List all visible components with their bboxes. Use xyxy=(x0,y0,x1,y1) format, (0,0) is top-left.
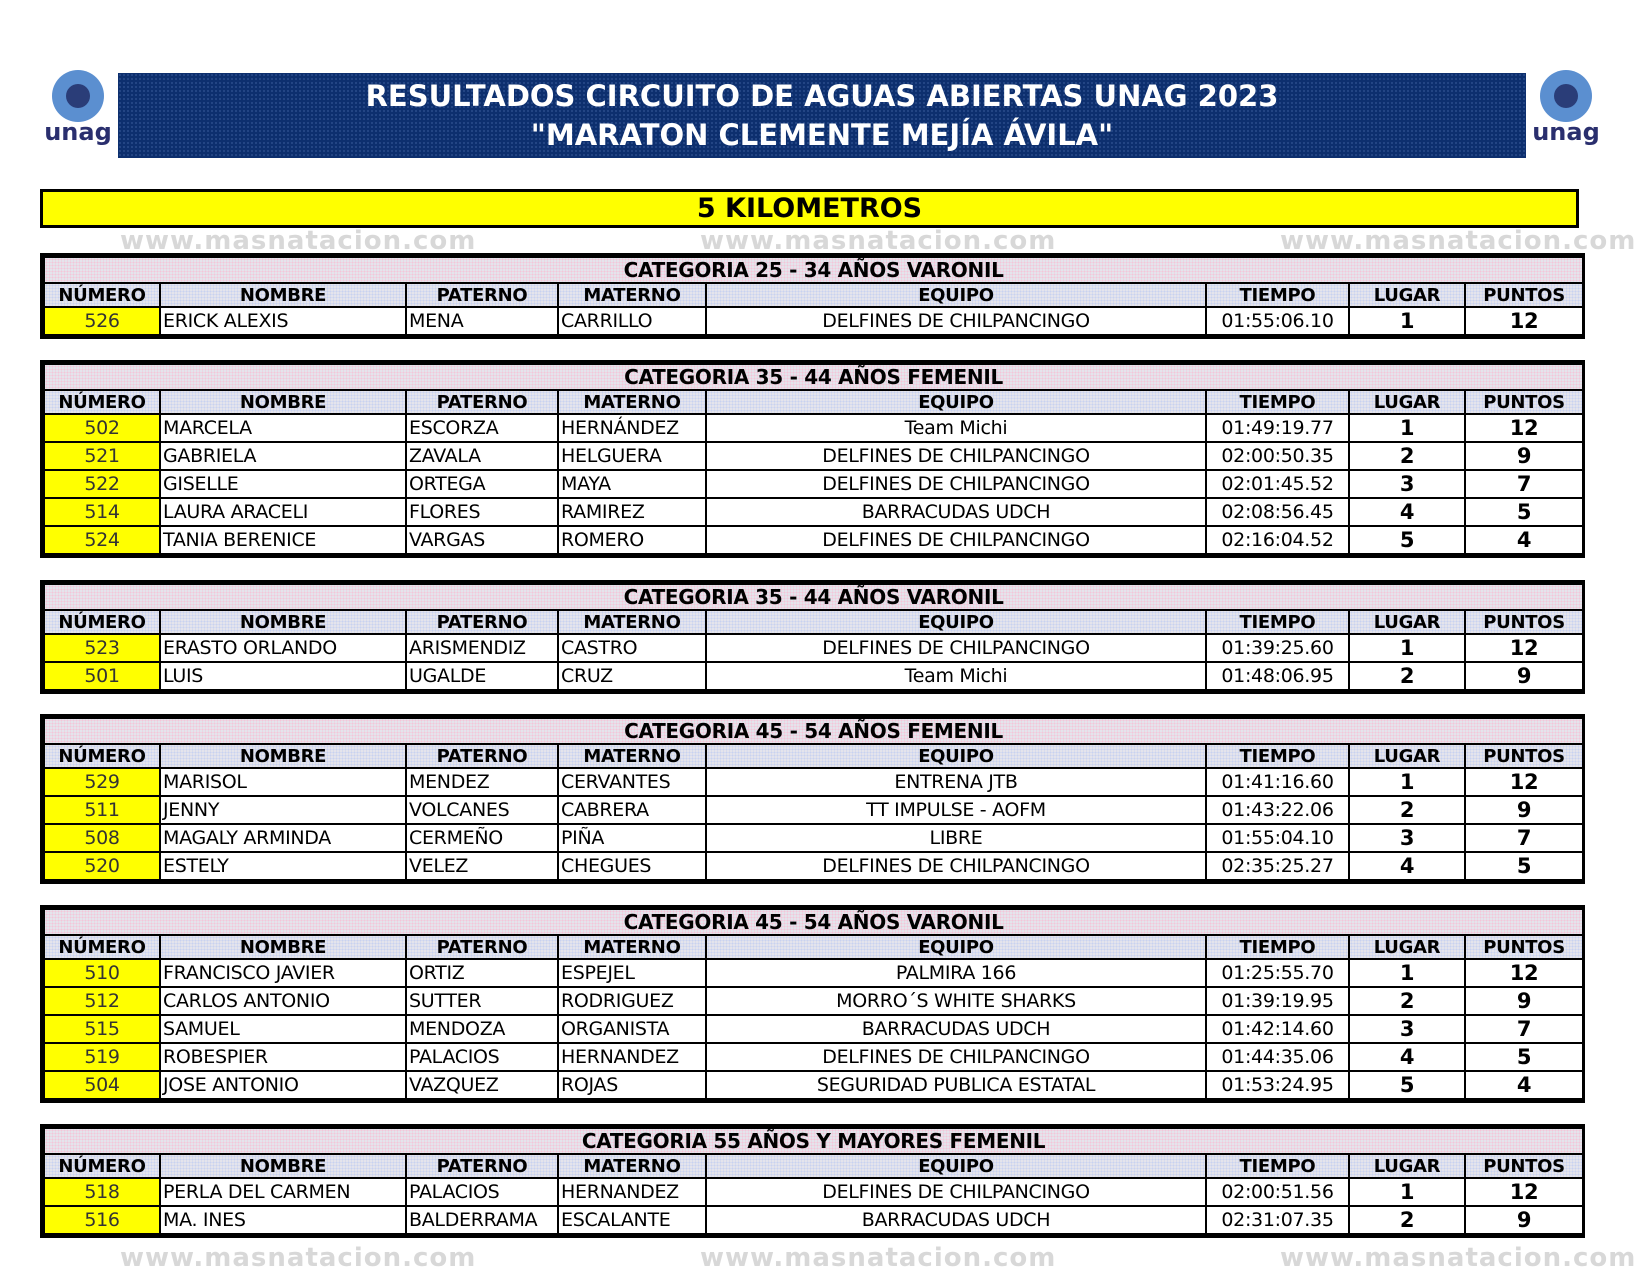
cell-materno: CABRERA xyxy=(558,796,706,824)
column-header-nombre: NOMBRE xyxy=(160,935,406,959)
title-line-2: "MARATON CLEMENTE MEJÍA ÁVILA" xyxy=(530,118,1114,152)
table-row xyxy=(44,987,1583,1015)
watermark: www.masnatacion.com xyxy=(700,1243,1057,1273)
svg-text:unag: unag xyxy=(44,118,112,146)
cell-paterno: ORTIZ xyxy=(406,959,558,987)
table-row xyxy=(44,1043,1583,1071)
watermark: www.masnatacion.com xyxy=(120,226,477,256)
cell-paterno: MENA xyxy=(406,307,558,335)
table-row xyxy=(44,442,1583,470)
cell-materno: CRUZ xyxy=(558,662,706,690)
cell-nombre: CARLOS ANTONIO xyxy=(160,987,406,1015)
column-header-nombre: NOMBRE xyxy=(160,610,406,634)
cell-tiempo: 02:00:50.35 xyxy=(1206,442,1349,470)
table-row xyxy=(44,526,1583,554)
cell-paterno: ARISMENDIZ xyxy=(406,634,558,662)
cell-paterno: PALACIOS xyxy=(406,1178,558,1206)
column-header-paterno: PATERNO xyxy=(406,283,558,307)
column-header-equipo: EQUIPO xyxy=(706,1154,1206,1178)
table-row xyxy=(44,662,1583,690)
column-header-puntos: PUNTOS xyxy=(1465,283,1583,307)
column-header-paterno: PATERNO xyxy=(406,390,558,414)
cell-lugar: 2 xyxy=(1349,987,1465,1015)
column-header-row xyxy=(44,390,1583,414)
category-table xyxy=(40,714,1585,884)
category-title-row xyxy=(44,718,1583,744)
cell-nombre: LUIS xyxy=(160,662,406,690)
cell-nombre: LAURA ARACELI xyxy=(160,498,406,526)
cell-puntos: 12 xyxy=(1465,307,1583,335)
cell-puntos: 12 xyxy=(1465,634,1583,662)
cell-numero: 511 xyxy=(44,796,160,824)
column-header-lugar: LUGAR xyxy=(1349,744,1465,768)
cell-materno: ESCALANTE xyxy=(558,1206,706,1234)
column-header-nombre: NOMBRE xyxy=(160,744,406,768)
column-header-paterno: PATERNO xyxy=(406,1154,558,1178)
cell-nombre: JOSE ANTONIO xyxy=(160,1071,406,1099)
cell-lugar: 4 xyxy=(1349,852,1465,880)
cell-numero: 508 xyxy=(44,824,160,852)
column-header-materno: MATERNO xyxy=(558,744,706,768)
cell-nombre: ROBESPIER xyxy=(160,1043,406,1071)
cell-equipo: DELFINES DE CHILPANCINGO xyxy=(706,307,1206,335)
cell-nombre: MARCELA xyxy=(160,414,406,442)
cell-nombre: GABRIELA xyxy=(160,442,406,470)
column-header-materno: MATERNO xyxy=(558,935,706,959)
category-title-row xyxy=(44,909,1583,935)
column-header-puntos: PUNTOS xyxy=(1465,1154,1583,1178)
watermark: www.masnatacion.com xyxy=(1280,1243,1637,1273)
cell-tiempo: 02:16:04.52 xyxy=(1206,526,1349,554)
cell-puntos: 9 xyxy=(1465,987,1583,1015)
cell-equipo: BARRACUDAS UDCH xyxy=(706,498,1206,526)
cell-nombre: MARISOL xyxy=(160,768,406,796)
cell-numero: 504 xyxy=(44,1071,160,1099)
cell-paterno: PALACIOS xyxy=(406,1043,558,1071)
cell-numero: 518 xyxy=(44,1178,160,1206)
cell-equipo: DELFINES DE CHILPANCINGO xyxy=(706,852,1206,880)
svg-text:unag: unag xyxy=(1532,118,1600,146)
cell-lugar: 1 xyxy=(1349,959,1465,987)
column-header-nombre: NOMBRE xyxy=(160,283,406,307)
distance-heading: 5 KILOMETROS xyxy=(40,189,1579,228)
watermark: www.masnatacion.com xyxy=(1280,226,1637,256)
cell-materno: HELGUERA xyxy=(558,442,706,470)
cell-equipo: PALMIRA 166 xyxy=(706,959,1206,987)
column-header-equipo: EQUIPO xyxy=(706,935,1206,959)
cell-tiempo: 01:41:16.60 xyxy=(1206,768,1349,796)
cell-tiempo: 01:55:04.10 xyxy=(1206,824,1349,852)
cell-materno: ROJAS xyxy=(558,1071,706,1099)
cell-nombre: JENNY xyxy=(160,796,406,824)
results-table xyxy=(43,908,1584,1100)
column-header-equipo: EQUIPO xyxy=(706,610,1206,634)
cell-materno: CASTRO xyxy=(558,634,706,662)
cell-numero: 515 xyxy=(44,1015,160,1043)
column-header-row xyxy=(44,283,1583,307)
cell-materno: PIÑA xyxy=(558,824,706,852)
cell-paterno: CERMEÑO xyxy=(406,824,558,852)
cell-numero: 514 xyxy=(44,498,160,526)
cell-equipo: Team Michi xyxy=(706,662,1206,690)
column-header-row xyxy=(44,935,1583,959)
category-title: CATEGORIA 55 AÑOS Y MAYORES FEMENIL xyxy=(44,1128,1583,1154)
cell-lugar: 1 xyxy=(1349,1178,1465,1206)
cell-paterno: VOLCANES xyxy=(406,796,558,824)
table-row xyxy=(44,768,1583,796)
cell-numero: 529 xyxy=(44,768,160,796)
cell-lugar: 4 xyxy=(1349,1043,1465,1071)
column-header-puntos: PUNTOS xyxy=(1465,390,1583,414)
table-row xyxy=(44,414,1583,442)
column-header-materno: MATERNO xyxy=(558,390,706,414)
cell-materno: RODRIGUEZ xyxy=(558,987,706,1015)
cell-tiempo: 02:31:07.35 xyxy=(1206,1206,1349,1234)
cell-equipo: DELFINES DE CHILPANCINGO xyxy=(706,470,1206,498)
title-line-1: RESULTADOS CIRCUITO DE AGUAS ABIERTAS UNAG 2023 xyxy=(365,79,1279,113)
cell-numero: 501 xyxy=(44,662,160,690)
table-row xyxy=(44,470,1583,498)
column-header-paterno: PATERNO xyxy=(406,744,558,768)
cell-tiempo: 01:48:06.95 xyxy=(1206,662,1349,690)
cell-puntos: 12 xyxy=(1465,959,1583,987)
cell-paterno: VAZQUEZ xyxy=(406,1071,558,1099)
column-header-tiempo: TIEMPO xyxy=(1206,1154,1349,1178)
cell-equipo: DELFINES DE CHILPANCINGO xyxy=(706,1043,1206,1071)
column-header-row xyxy=(44,744,1583,768)
category-title-row xyxy=(44,584,1583,610)
cell-tiempo: 02:35:25.27 xyxy=(1206,852,1349,880)
table-row xyxy=(44,498,1583,526)
cell-tiempo: 02:08:56.45 xyxy=(1206,498,1349,526)
cell-equipo: BARRACUDAS UDCH xyxy=(706,1206,1206,1234)
cell-tiempo: 01:49:19.77 xyxy=(1206,414,1349,442)
cell-nombre: GISELLE xyxy=(160,470,406,498)
column-header-paterno: PATERNO xyxy=(406,935,558,959)
column-header-lugar: LUGAR xyxy=(1349,283,1465,307)
cell-paterno: FLORES xyxy=(406,498,558,526)
table-row xyxy=(44,1071,1583,1099)
column-header-numero: NÚMERO xyxy=(44,1154,160,1178)
title-banner xyxy=(118,73,1526,158)
cell-nombre: PERLA DEL CARMEN xyxy=(160,1178,406,1206)
cell-puntos: 5 xyxy=(1465,1043,1583,1071)
cell-equipo: DELFINES DE CHILPANCINGO xyxy=(706,526,1206,554)
cell-puntos: 12 xyxy=(1465,1178,1583,1206)
cell-equipo: BARRACUDAS UDCH xyxy=(706,1015,1206,1043)
cell-paterno: UGALDE xyxy=(406,662,558,690)
column-header-tiempo: TIEMPO xyxy=(1206,744,1349,768)
cell-lugar: 1 xyxy=(1349,414,1465,442)
unag-logo-right xyxy=(1532,68,1600,154)
cell-puntos: 9 xyxy=(1465,442,1583,470)
cell-numero: 510 xyxy=(44,959,160,987)
column-header-numero: NÚMERO xyxy=(44,390,160,414)
column-header-equipo: EQUIPO xyxy=(706,390,1206,414)
cell-nombre: TANIA BERENICE xyxy=(160,526,406,554)
cell-puntos: 4 xyxy=(1465,1071,1583,1099)
table-row xyxy=(44,634,1583,662)
cell-paterno: ORTEGA xyxy=(406,470,558,498)
column-header-nombre: NOMBRE xyxy=(160,390,406,414)
cell-materno: CARRILLO xyxy=(558,307,706,335)
column-header-lugar: LUGAR xyxy=(1349,1154,1465,1178)
table-row xyxy=(44,796,1583,824)
cell-nombre: MAGALY ARMINDA xyxy=(160,824,406,852)
table-row xyxy=(44,852,1583,880)
cell-lugar: 2 xyxy=(1349,1206,1465,1234)
watermark: www.masnatacion.com xyxy=(120,1243,477,1273)
column-header-tiempo: TIEMPO xyxy=(1206,610,1349,634)
cell-tiempo: 02:01:45.52 xyxy=(1206,470,1349,498)
cell-materno: HERNANDEZ xyxy=(558,1178,706,1206)
cell-tiempo: 01:25:55.70 xyxy=(1206,959,1349,987)
cell-paterno: MENDOZA xyxy=(406,1015,558,1043)
cell-puntos: 9 xyxy=(1465,1206,1583,1234)
cell-tiempo: 01:42:14.60 xyxy=(1206,1015,1349,1043)
cell-lugar: 2 xyxy=(1349,442,1465,470)
cell-lugar: 3 xyxy=(1349,470,1465,498)
column-header-materno: MATERNO xyxy=(558,1154,706,1178)
cell-tiempo: 01:55:06.10 xyxy=(1206,307,1349,335)
cell-numero: 523 xyxy=(44,634,160,662)
cell-numero: 519 xyxy=(44,1043,160,1071)
table-row xyxy=(44,307,1583,335)
column-header-numero: NÚMERO xyxy=(44,610,160,634)
cell-lugar: 2 xyxy=(1349,796,1465,824)
cell-lugar: 3 xyxy=(1349,1015,1465,1043)
cell-materno: ROMERO xyxy=(558,526,706,554)
cell-equipo: ENTRENA JTB xyxy=(706,768,1206,796)
cell-lugar: 3 xyxy=(1349,824,1465,852)
cell-puntos: 12 xyxy=(1465,414,1583,442)
cell-paterno: VELEZ xyxy=(406,852,558,880)
column-header-equipo: EQUIPO xyxy=(706,744,1206,768)
cell-numero: 502 xyxy=(44,414,160,442)
column-header-numero: NÚMERO xyxy=(44,283,160,307)
cell-paterno: VARGAS xyxy=(406,526,558,554)
cell-puntos: 7 xyxy=(1465,824,1583,852)
cell-tiempo: 01:39:25.60 xyxy=(1206,634,1349,662)
column-header-puntos: PUNTOS xyxy=(1465,744,1583,768)
category-title-row xyxy=(44,364,1583,390)
cell-equipo: SEGURIDAD PUBLICA ESTATAL xyxy=(706,1071,1206,1099)
results-table xyxy=(43,1127,1584,1235)
cell-lugar: 5 xyxy=(1349,526,1465,554)
cell-puntos: 4 xyxy=(1465,526,1583,554)
column-header-puntos: PUNTOS xyxy=(1465,610,1583,634)
column-header-numero: NÚMERO xyxy=(44,744,160,768)
cell-nombre: SAMUEL xyxy=(160,1015,406,1043)
cell-materno: HERNÁNDEZ xyxy=(558,414,706,442)
column-header-tiempo: TIEMPO xyxy=(1206,283,1349,307)
cell-materno: MAYA xyxy=(558,470,706,498)
cell-puntos: 12 xyxy=(1465,768,1583,796)
column-header-paterno: PATERNO xyxy=(406,610,558,634)
column-header-materno: MATERNO xyxy=(558,283,706,307)
cell-nombre: ERICK ALEXIS xyxy=(160,307,406,335)
cell-paterno: ZAVALA xyxy=(406,442,558,470)
cell-tiempo: 01:39:19.95 xyxy=(1206,987,1349,1015)
cell-materno: CHEGUES xyxy=(558,852,706,880)
cell-puntos: 5 xyxy=(1465,498,1583,526)
cell-tiempo: 01:44:35.06 xyxy=(1206,1043,1349,1071)
column-header-row xyxy=(44,610,1583,634)
cell-equipo: DELFINES DE CHILPANCINGO xyxy=(706,1178,1206,1206)
column-header-lugar: LUGAR xyxy=(1349,610,1465,634)
cell-paterno: SUTTER xyxy=(406,987,558,1015)
cell-nombre: MA. INES xyxy=(160,1206,406,1234)
table-row xyxy=(44,824,1583,852)
cell-puntos: 9 xyxy=(1465,796,1583,824)
column-header-materno: MATERNO xyxy=(558,610,706,634)
cell-puntos: 7 xyxy=(1465,470,1583,498)
table-row xyxy=(44,1178,1583,1206)
cell-equipo: LIBRE xyxy=(706,824,1206,852)
table-row xyxy=(44,959,1583,987)
cell-numero: 512 xyxy=(44,987,160,1015)
cell-tiempo: 01:43:22.06 xyxy=(1206,796,1349,824)
category-table xyxy=(40,580,1585,694)
cell-numero: 522 xyxy=(44,470,160,498)
category-table xyxy=(40,1124,1585,1238)
cell-nombre: ERASTO ORLANDO xyxy=(160,634,406,662)
cell-equipo: Team Michi xyxy=(706,414,1206,442)
cell-paterno: MENDEZ xyxy=(406,768,558,796)
watermark: www.masnatacion.com xyxy=(700,226,1057,256)
cell-materno: HERNANDEZ xyxy=(558,1043,706,1071)
category-title-row xyxy=(44,257,1583,283)
cell-nombre: FRANCISCO JAVIER xyxy=(160,959,406,987)
column-header-tiempo: TIEMPO xyxy=(1206,390,1349,414)
cell-paterno: ESCORZA xyxy=(406,414,558,442)
cell-numero: 521 xyxy=(44,442,160,470)
results-table xyxy=(43,256,1584,336)
cell-puntos: 7 xyxy=(1465,1015,1583,1043)
cell-materno: RAMIREZ xyxy=(558,498,706,526)
cell-materno: ESPEJEL xyxy=(558,959,706,987)
category-title: CATEGORIA 25 - 34 AÑOS VARONIL xyxy=(44,257,1583,283)
cell-paterno: BALDERRAMA xyxy=(406,1206,558,1234)
category-title: CATEGORIA 35 - 44 AÑOS VARONIL xyxy=(44,584,1583,610)
column-header-numero: NÚMERO xyxy=(44,935,160,959)
cell-puntos: 5 xyxy=(1465,852,1583,880)
unag-logo-left xyxy=(44,68,112,154)
cell-materno: CERVANTES xyxy=(558,768,706,796)
cell-equipo: DELFINES DE CHILPANCINGO xyxy=(706,634,1206,662)
cell-tiempo: 01:53:24.95 xyxy=(1206,1071,1349,1099)
cell-tiempo: 02:00:51.56 xyxy=(1206,1178,1349,1206)
category-table xyxy=(40,253,1585,339)
cell-lugar: 1 xyxy=(1349,768,1465,796)
table-row xyxy=(44,1206,1583,1234)
category-title: CATEGORIA 35 - 44 AÑOS FEMENIL xyxy=(44,364,1583,390)
table-row xyxy=(44,1015,1583,1043)
category-table xyxy=(40,905,1585,1103)
cell-numero: 524 xyxy=(44,526,160,554)
cell-lugar: 2 xyxy=(1349,662,1465,690)
cell-equipo: TT IMPULSE - AOFM xyxy=(706,796,1206,824)
column-header-equipo: EQUIPO xyxy=(706,283,1206,307)
category-table xyxy=(40,360,1585,558)
cell-equipo: DELFINES DE CHILPANCINGO xyxy=(706,442,1206,470)
column-header-lugar: LUGAR xyxy=(1349,935,1465,959)
category-title: CATEGORIA 45 - 54 AÑOS VARONIL xyxy=(44,909,1583,935)
cell-equipo: MORRO´S WHITE SHARKS xyxy=(706,987,1206,1015)
results-table xyxy=(43,583,1584,691)
column-header-tiempo: TIEMPO xyxy=(1206,935,1349,959)
results-table xyxy=(43,363,1584,555)
cell-nombre: ESTELY xyxy=(160,852,406,880)
category-title-row xyxy=(44,1128,1583,1154)
cell-numero: 516 xyxy=(44,1206,160,1234)
column-header-lugar: LUGAR xyxy=(1349,390,1465,414)
category-title: CATEGORIA 45 - 54 AÑOS FEMENIL xyxy=(44,718,1583,744)
cell-lugar: 1 xyxy=(1349,307,1465,335)
cell-lugar: 5 xyxy=(1349,1071,1465,1099)
column-header-row xyxy=(44,1154,1583,1178)
cell-materno: ORGANISTA xyxy=(558,1015,706,1043)
results-table xyxy=(43,717,1584,881)
column-header-puntos: PUNTOS xyxy=(1465,935,1583,959)
cell-lugar: 4 xyxy=(1349,498,1465,526)
cell-numero: 526 xyxy=(44,307,160,335)
column-header-nombre: NOMBRE xyxy=(160,1154,406,1178)
cell-numero: 520 xyxy=(44,852,160,880)
cell-lugar: 1 xyxy=(1349,634,1465,662)
cell-puntos: 9 xyxy=(1465,662,1583,690)
